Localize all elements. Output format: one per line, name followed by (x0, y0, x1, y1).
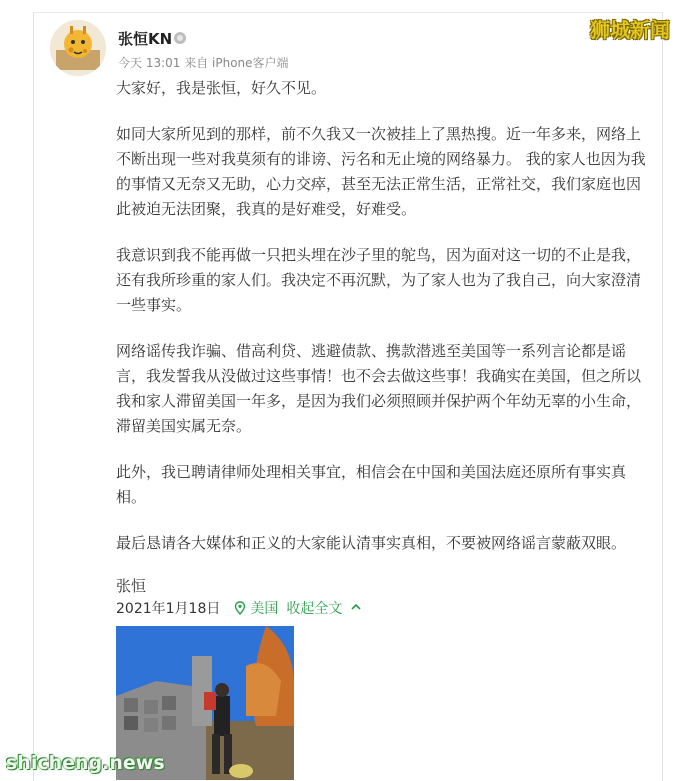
signature: 张恒 (116, 577, 147, 595)
vip-badge-icon (172, 30, 188, 49)
post-body (116, 76, 646, 577)
paragraph: 最后恳请各大媒体和正义的大家能认清事实真相，不要被网络谣言蒙蔽双眼。 (116, 534, 627, 552)
watermark-bottom: shicheng.news (6, 752, 165, 774)
paragraph: 我意识到我不能再做一只把头埋在沙子里的鸵鸟，因为面对这一切的不止是我，还有我所珍重的家人们。我决定不再沉默，为了家人也为了我自己，向大家澄清一些事实。 (116, 246, 642, 314)
paragraph: 大家好，我是张恒，好久不见。 (116, 79, 327, 97)
paragraph: 此外，我已聘请律师处理相关事宜，相信会在中国和美国法庭还原所有事实真相。 (116, 463, 627, 506)
username[interactable]: 张恒KN (118, 30, 173, 48)
post-meta: 今天 13:01 来自 iPhone客户端 (118, 56, 289, 70)
location-pin-icon (234, 601, 246, 615)
avatar-giraffe-image (50, 20, 106, 76)
watermark-top: 狮城新闻 (590, 18, 670, 42)
post-footer (116, 598, 362, 618)
post-date: 2021年1月18日 (116, 601, 221, 617)
location-link[interactable] (234, 598, 278, 618)
paragraph: 如同大家所见到的那样，前不久我又一次被挂上了黑热搜。近一年多来，网络上不断出现一些对我莫须有的诽谤、污名和无止境的网络暴力。 我的家人也因为我的事情又无奈又无助，心力交瘁，甚至无法正常生活，正常社交，我们家庭也因此被迫无法团聚，我真的是好难受，好难受。 (116, 125, 646, 218)
collapse-text-button[interactable]: 收起全文 (286, 601, 343, 617)
location-label: 美国 (250, 601, 279, 617)
chevron-up-icon[interactable] (350, 600, 362, 616)
avatar[interactable] (50, 20, 106, 76)
paragraph: 网络谣传我诈骗、借高利贷、逃避债款、携款潜逃至美国等一系列言论都是谣言，我发誓我从没做过这些事情！也不会去做这些事！我确实在美国，但之所以我和家人滞留美国一年多，是因为我们必须照顾并保护两个年幼无辜的小生命，滞留美国实属无奈。 (116, 342, 642, 435)
